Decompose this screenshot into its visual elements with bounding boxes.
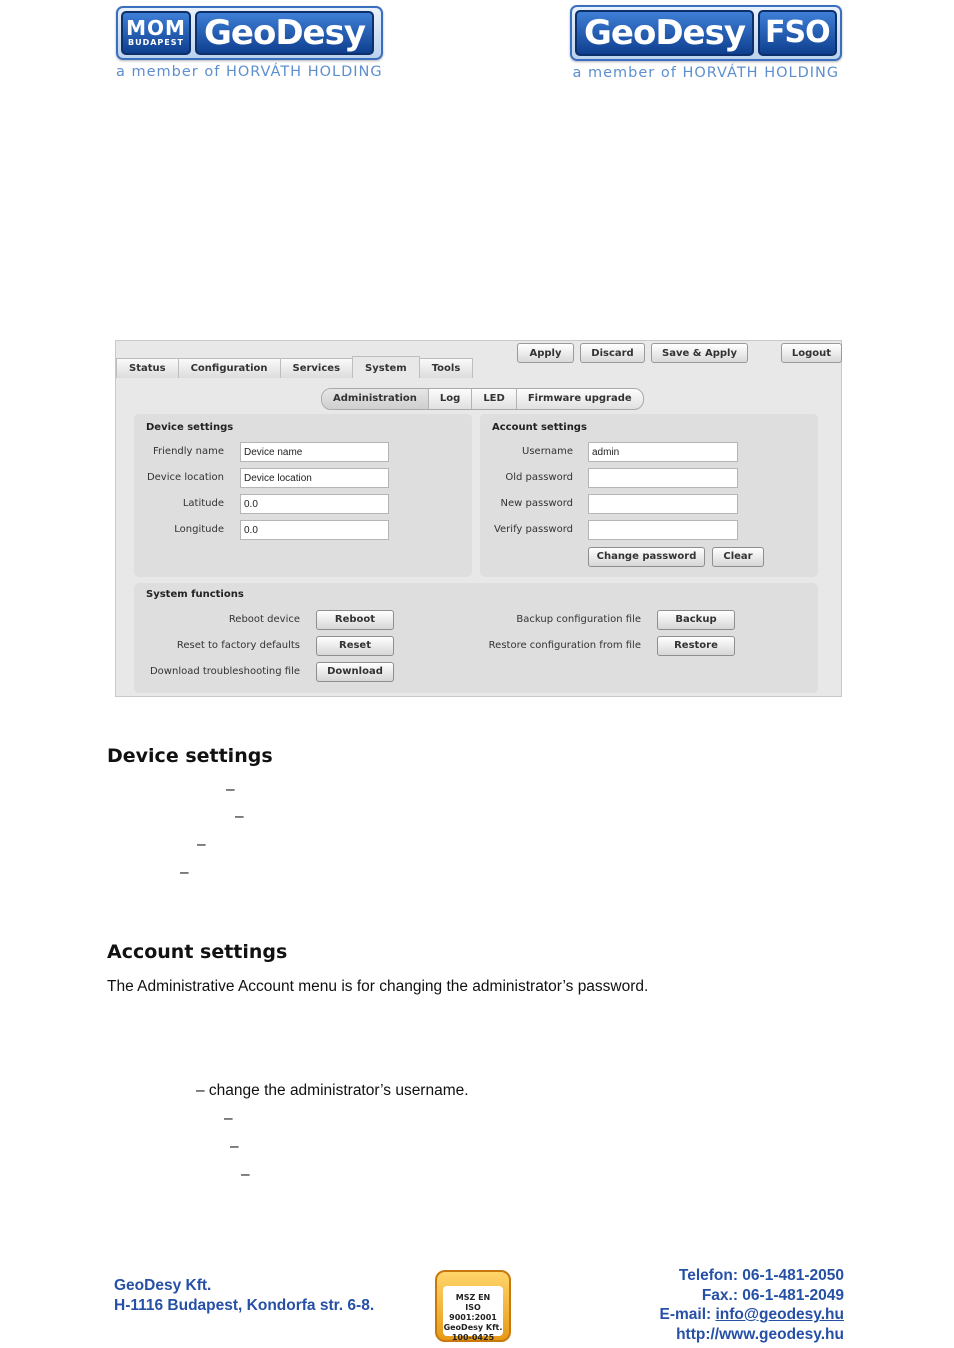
restore-button[interactable]: Restore bbox=[657, 636, 735, 656]
fax-number: Fax.: 06-1-481-2049 bbox=[701, 1286, 844, 1304]
admin-screenshot bbox=[115, 340, 842, 697]
device-location-input[interactable] bbox=[240, 468, 389, 488]
mom-budapest-badge bbox=[121, 11, 191, 55]
device-settings-heading: Device settings bbox=[107, 745, 273, 767]
system-subtabs bbox=[321, 388, 644, 410]
system-functions-title: System functions bbox=[146, 589, 244, 600]
geodesy-wordmark: GeoDesy bbox=[575, 10, 754, 56]
subtab-led[interactable]: LED bbox=[471, 389, 516, 409]
reboot-label: Reboot device bbox=[228, 614, 300, 625]
device-dash-2: – bbox=[235, 808, 244, 825]
new-password-input[interactable] bbox=[588, 494, 738, 514]
device-dash-3: – bbox=[197, 836, 206, 853]
cert-line-2: ISO 9001:2001 bbox=[449, 1303, 497, 1322]
account-dash-2: – bbox=[230, 1138, 239, 1155]
account-settings-heading: Account settings bbox=[107, 941, 288, 963]
cert-line-3: GeoDesy Kft. bbox=[443, 1323, 503, 1332]
email-link[interactable]: info@geodesy.hu bbox=[715, 1306, 844, 1323]
friendly-name-label: Friendly name bbox=[153, 446, 224, 457]
old-password-label: Old password bbox=[505, 472, 573, 483]
tab-system[interactable]: System bbox=[352, 356, 420, 378]
company-name: GeoDesy Kft. bbox=[114, 1277, 212, 1294]
subtab-firmware-upgrade[interactable]: Firmware upgrade bbox=[516, 389, 643, 409]
reboot-button[interactable]: Reboot bbox=[316, 610, 394, 630]
email-line bbox=[660, 1305, 844, 1325]
system-functions-box bbox=[134, 583, 818, 693]
mom-geodesy-logo bbox=[116, 6, 383, 80]
mom-text: MOM bbox=[126, 16, 186, 40]
backup-button[interactable]: Backup bbox=[657, 610, 735, 630]
phone-number: Telefon: 06-1-481-2050 bbox=[678, 1267, 844, 1284]
logo-tagline: a member of HORVÁTH HOLDING bbox=[116, 64, 383, 80]
apply-button[interactable]: Apply bbox=[517, 343, 574, 363]
fso-badge: FSO bbox=[758, 10, 837, 56]
iso-certificate-badge bbox=[435, 1270, 511, 1342]
save-apply-button[interactable]: Save & Apply bbox=[651, 343, 748, 363]
reset-button[interactable]: Reset bbox=[316, 636, 394, 656]
download-label: Download troubleshooting file bbox=[149, 666, 300, 677]
new-password-label: New password bbox=[500, 498, 573, 509]
latitude-label: Latitude bbox=[182, 498, 224, 509]
company-street: H-1116 Budapest, Kondorfa str. 6-8. bbox=[114, 1297, 375, 1314]
logout-button[interactable]: Logout bbox=[781, 343, 842, 363]
old-password-input[interactable] bbox=[588, 468, 738, 488]
reset-label: Reset to factory defaults bbox=[176, 640, 300, 651]
tab-services[interactable]: Services bbox=[280, 358, 354, 378]
tab-status[interactable]: Status bbox=[116, 358, 179, 378]
device-dash-1: – bbox=[226, 781, 235, 798]
username-description: – change the administrator’s username. bbox=[196, 1082, 469, 1099]
logo-tagline: a member of HORVÁTH HOLDING bbox=[572, 65, 840, 81]
backup-label: Backup configuration file bbox=[516, 614, 641, 625]
subtab-log[interactable]: Log bbox=[428, 389, 471, 409]
contact-info bbox=[660, 1266, 844, 1344]
device-settings-box bbox=[134, 414, 472, 577]
verify-password-input[interactable] bbox=[588, 520, 738, 540]
certificate-text bbox=[443, 1286, 503, 1342]
website-link[interactable]: http://www.geodesy.hu bbox=[676, 1325, 844, 1343]
tab-tools[interactable]: Tools bbox=[419, 358, 474, 378]
budapest-text: BUDAPEST bbox=[128, 38, 184, 47]
latitude-input[interactable] bbox=[240, 494, 389, 514]
device-location-label: Device location bbox=[146, 472, 224, 483]
geodesy-fso-logo bbox=[570, 5, 842, 81]
verify-password-label: Verify password bbox=[493, 524, 573, 535]
tab-configuration[interactable]: Configuration bbox=[178, 358, 281, 378]
device-dash-4: – bbox=[180, 864, 189, 881]
email-label: E-mail: bbox=[659, 1306, 716, 1323]
cert-line-4: 100-0425 bbox=[451, 1333, 495, 1342]
cert-line-1: MSZ EN bbox=[455, 1293, 491, 1302]
friendly-name-input[interactable] bbox=[240, 442, 389, 462]
longitude-input[interactable] bbox=[240, 520, 389, 540]
username-label: Username bbox=[522, 446, 573, 457]
device-settings-title: Device settings bbox=[146, 422, 234, 433]
longitude-label: Longitude bbox=[174, 524, 224, 535]
account-intro-text: The Administrative Account menu is for changing the administrator’s password. bbox=[107, 978, 649, 995]
company-address bbox=[114, 1276, 374, 1316]
clear-button[interactable]: Clear bbox=[712, 547, 764, 567]
account-dash-3: – bbox=[241, 1166, 250, 1183]
download-button[interactable]: Download bbox=[316, 662, 394, 682]
account-dash-1: – bbox=[224, 1110, 233, 1127]
account-settings-title: Account settings bbox=[492, 422, 587, 433]
change-password-button[interactable]: Change password bbox=[588, 547, 705, 567]
main-tabs bbox=[116, 358, 472, 378]
discard-button[interactable]: Discard bbox=[580, 343, 645, 363]
restore-label: Restore configuration from file bbox=[488, 640, 641, 651]
subtab-administration[interactable]: Administration bbox=[322, 389, 428, 409]
username-input[interactable] bbox=[588, 442, 738, 462]
geodesy-wordmark: GeoDesy bbox=[195, 11, 374, 55]
account-settings-box bbox=[480, 414, 818, 577]
